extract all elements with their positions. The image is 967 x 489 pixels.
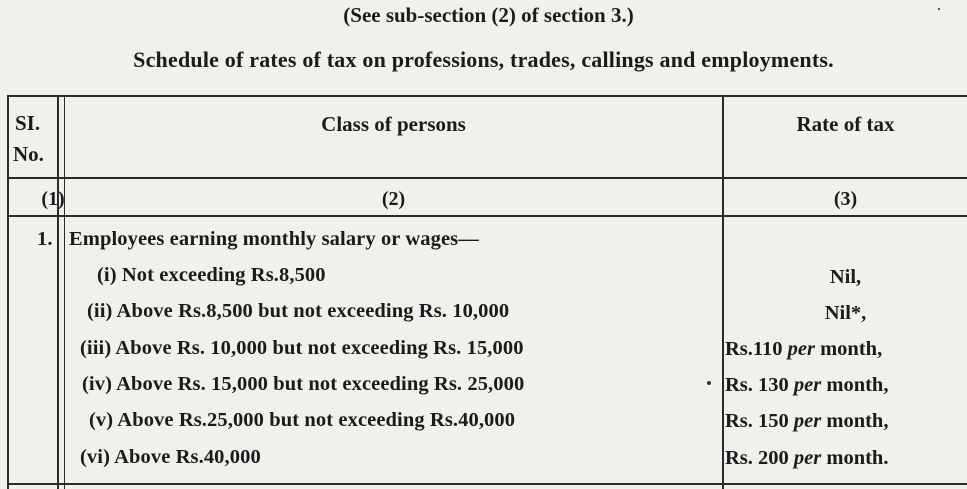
rate-period: month, — [826, 410, 889, 432]
rate-period: month, — [820, 338, 883, 360]
entry-number: 1. — [37, 228, 53, 250]
slab-label-vi: (vi) Above Rs.40,000 — [80, 446, 261, 468]
rate-amount: Rs. 130 — [725, 374, 789, 396]
tax-schedule-table — [7, 95, 967, 489]
slab-rate-ii: Nil*, — [824, 302, 867, 324]
subsection-reference: (See sub-section (2) of section 3.) — [343, 3, 634, 27]
rate-amount: Rs.110 — [725, 338, 783, 360]
sl-no-header-line1: SI. — [15, 111, 41, 135]
column-divider-2 — [722, 95, 724, 489]
slab-rate-i: Nil, — [829, 266, 862, 288]
rate-per: per — [793, 374, 822, 396]
rate-per: per — [793, 447, 822, 469]
column-number-divider — [7, 215, 967, 217]
table-top-border — [7, 95, 967, 97]
table-bottom-border — [7, 483, 967, 485]
column-divider-1b — [64, 95, 65, 489]
rate-period: month, — [826, 374, 889, 396]
table-left-border — [7, 95, 9, 489]
stray-ink-dot — [707, 381, 711, 385]
rate-per: per — [787, 338, 815, 360]
column-number-1: (1) — [41, 188, 65, 210]
column-divider-1 — [57, 95, 59, 489]
slab-rate-iv — [725, 374, 888, 397]
column-number-3: (3) — [833, 188, 858, 210]
slab-label-iii: (iii) Above Rs. 10,000 but not exceeding Rs. 15,000 — [80, 337, 524, 359]
slab-rate-iii — [725, 338, 882, 361]
rate-amount: Rs. 200 — [725, 447, 789, 469]
rate-per: per — [793, 410, 822, 432]
header-divider — [7, 177, 967, 179]
rate-period: month. — [826, 447, 889, 469]
slab-rate-v — [725, 410, 888, 433]
sl-no-header-line2: No. — [13, 142, 44, 166]
entry-heading: Employees earning monthly salary or wages— — [69, 228, 479, 250]
slab-label-i: (i) Not exceeding Rs.8,500 — [97, 264, 326, 286]
rate-of-tax-header: Rate of tax — [796, 112, 895, 136]
class-of-persons-header: Class of persons — [321, 112, 466, 136]
slab-rate-vi — [725, 447, 888, 470]
schedule-title: Schedule of rates of tax on professions, trades, callings and employments. — [133, 47, 834, 72]
slab-label-ii: (ii) Above Rs.8,500 but not exceeding Rs. 10,000 — [87, 300, 510, 322]
rate-amount: Rs. 150 — [725, 410, 789, 432]
slab-label-v: (v) Above Rs.25,000 but not exceeding Rs.40,000 — [89, 409, 516, 431]
corner-mark: · — [937, 2, 942, 16]
slab-label-iv: (iv) Above Rs. 15,000 but not exceeding Rs. 25,000 — [82, 373, 525, 395]
column-number-2: (2) — [381, 188, 406, 210]
